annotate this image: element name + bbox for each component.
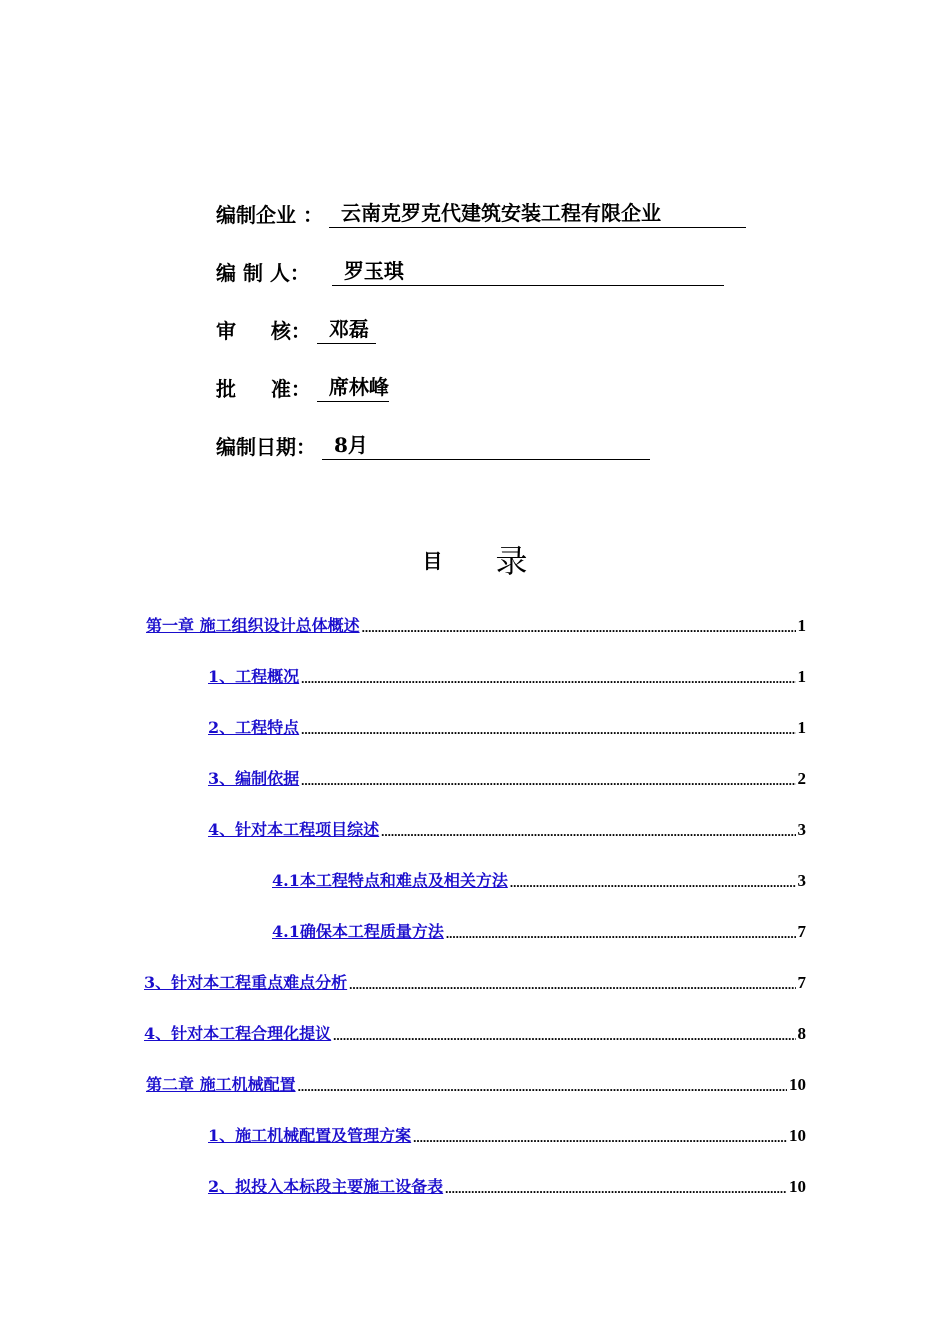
toc-entry-page: 1	[797, 667, 806, 686]
info-company-value: 云南克罗克代建筑安装工程有限企业	[329, 201, 746, 228]
toc-entry-leader	[413, 1130, 787, 1146]
toc-entry	[208, 714, 806, 738]
toc-entry	[208, 1122, 806, 1146]
toc-entry-page: 8	[797, 1024, 806, 1043]
toc-entry-link[interactable]: 3、针对本工程重点难点分析	[144, 973, 348, 992]
info-reviewer-label: 审 核：	[216, 319, 311, 343]
toc-entry-page: 3	[797, 820, 806, 839]
toc-entry-link[interactable]: 4.1确保本工程质量方法	[272, 922, 444, 941]
toc-entry-link[interactable]: 第二章 施工机械配置	[146, 1075, 296, 1094]
toc-entry-page: 10	[789, 1075, 806, 1094]
toc-entry-link[interactable]: 3、编制依据	[208, 769, 300, 788]
toc-title-char-1: 目	[422, 549, 443, 573]
toc-entry-leader	[301, 773, 795, 789]
info-author-label: 编 制 人：	[216, 261, 310, 285]
toc-entry	[146, 1071, 806, 1095]
toc-entry-page: 1	[797, 718, 806, 737]
toc-entry	[208, 1173, 806, 1197]
info-date-label: 编制日期：	[216, 435, 316, 459]
toc-entry-link[interactable]: 4.1本工程特点和难点及相关方法	[272, 871, 508, 890]
info-author-value: 罗玉琪	[332, 259, 724, 286]
toc-entry-leader	[510, 875, 796, 891]
toc-entry-leader	[381, 824, 795, 840]
toc-title	[0, 536, 950, 582]
toc-title-char-2: 录	[495, 542, 528, 580]
info-approver	[216, 370, 389, 402]
toc-entry	[144, 1020, 806, 1044]
toc-entry-link[interactable]: 2、工程特点	[208, 718, 300, 737]
toc-entry-leader	[445, 1181, 787, 1197]
toc-entry-link[interactable]: 1、施工机械配置及管理方案	[208, 1126, 412, 1145]
info-date-value: 8月	[322, 433, 650, 460]
toc-entry-leader	[301, 671, 795, 687]
toc-entry	[146, 612, 806, 636]
info-company	[216, 196, 746, 228]
info-approver-label: 批 准：	[216, 377, 311, 401]
toc-entry-page: 10	[789, 1126, 806, 1145]
toc-entry	[272, 867, 806, 891]
toc-entry-leader	[301, 722, 795, 738]
info-approver-value: 席林峰	[317, 375, 389, 402]
toc-entry-link[interactable]: 2、拟投入本标段主要施工设备表	[208, 1177, 444, 1196]
info-reviewer	[216, 312, 376, 344]
toc-entry-link[interactable]: 1、工程概况	[208, 667, 300, 686]
toc-entry-page: 7	[797, 973, 806, 992]
toc-entry-leader	[349, 977, 795, 993]
toc-entry-leader	[333, 1028, 795, 1044]
toc-entry-page: 1	[797, 616, 806, 635]
info-reviewer-value: 邓磊	[317, 317, 376, 344]
toc-entry-link[interactable]: 第一章 施工组织设计总体概述	[146, 616, 360, 635]
toc-entry	[208, 816, 806, 840]
toc-entry-link[interactable]: 4、针对本工程项目综述	[208, 820, 380, 839]
toc-entry-leader	[298, 1079, 787, 1095]
toc-entry	[144, 969, 806, 993]
info-author	[216, 254, 724, 286]
toc-entry	[208, 663, 806, 687]
toc-entry-leader	[446, 926, 796, 942]
toc-entry-link[interactable]: 4、针对本工程合理化提议	[144, 1024, 332, 1043]
info-company-label: 编制企业 ：	[216, 203, 323, 227]
info-date	[216, 428, 650, 460]
toc-entry-page: 10	[789, 1177, 806, 1196]
toc-entry-page: 2	[797, 769, 806, 788]
toc-entry	[208, 765, 806, 789]
toc-entry	[272, 918, 806, 942]
toc-entry-leader	[362, 620, 796, 636]
toc-entry-page: 3	[797, 871, 806, 890]
toc-entry-page: 7	[797, 922, 806, 941]
